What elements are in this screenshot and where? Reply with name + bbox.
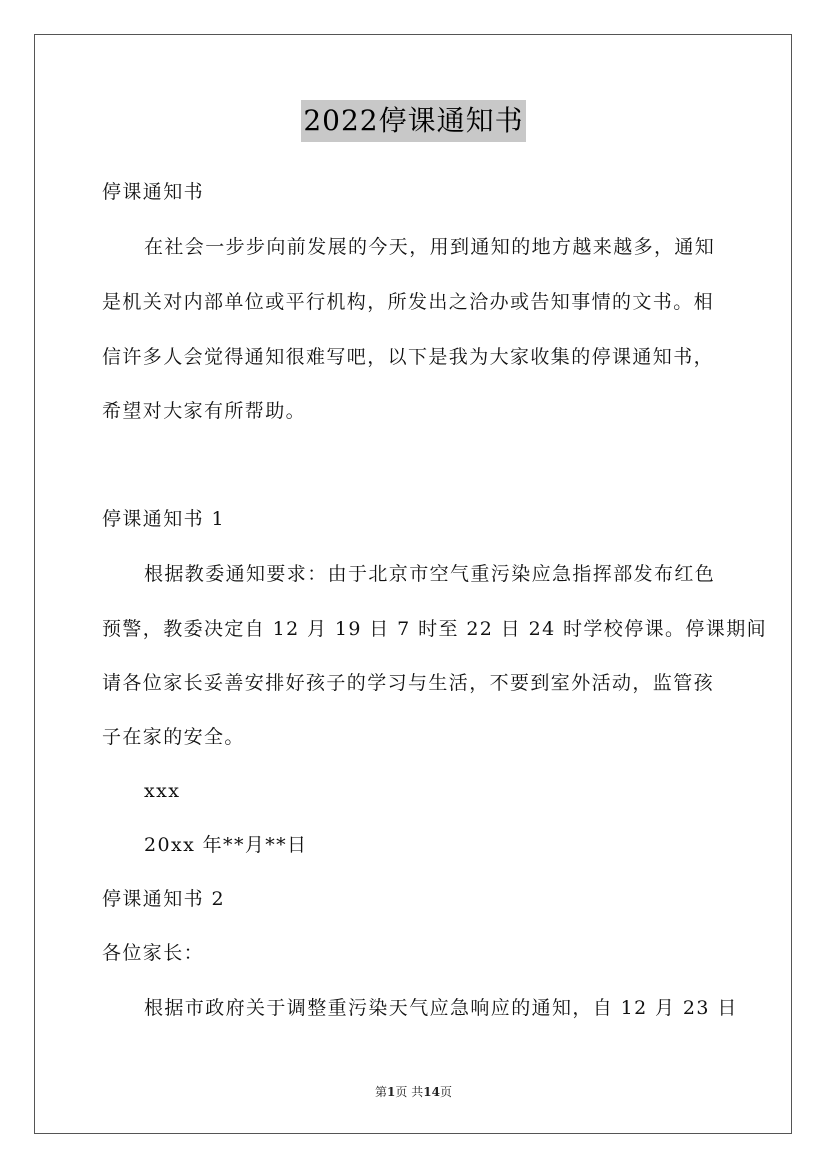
paragraph-line: 预警，教委决定自 12 月 19 日 7 时至 22 日 24 时学校停课。停课期间 — [102, 618, 767, 640]
salutation-line: 各位家长： — [102, 942, 205, 964]
document-title: 2022停课通知书 — [301, 100, 525, 142]
footer-page-current: 1 — [387, 1085, 396, 1099]
paragraph-line: 请各位家长妥善安排好孩子的学习与生活，不要到室外活动，监管孩 — [102, 672, 715, 694]
paragraph-line: 根据教委通知要求：由于北京市空气重污染应急指挥部发布红色 — [144, 563, 716, 585]
paragraph-line: 希望对大家有所帮助。 — [102, 400, 307, 422]
section-heading: 停课通知书 1 — [102, 508, 225, 530]
footer-mid: 页 共 — [395, 1085, 424, 1099]
signature-line: xxx — [144, 780, 181, 802]
footer-page-total: 14 — [423, 1085, 440, 1099]
footer-suffix: 页 — [439, 1085, 452, 1099]
paragraph-line: 信许多人会觉得通知很难写吧，以下是我为大家收集的停课通知书， — [102, 346, 715, 368]
paragraph-line: 根据市政府关于调整重污染天气应急响应的通知，自 12 月 23 日 — [144, 997, 738, 1019]
page-footer — [0, 1083, 827, 1100]
paragraph-line: 是机关对内部单位或平行机构，所发出之洽办或告知事情的文书。相 — [102, 291, 715, 313]
title-wrap — [0, 100, 827, 142]
section-heading: 停课通知书 — [102, 181, 205, 203]
section-heading: 停课通知书 2 — [102, 888, 225, 910]
paragraph-line: 子在家的安全。 — [102, 726, 245, 748]
paragraph-line: 在社会一步步向前发展的今天，用到通知的地方越来越多，通知 — [144, 236, 716, 258]
date-line: 20xx 年**月**日 — [144, 834, 308, 856]
footer-prefix: 第 — [375, 1085, 388, 1099]
